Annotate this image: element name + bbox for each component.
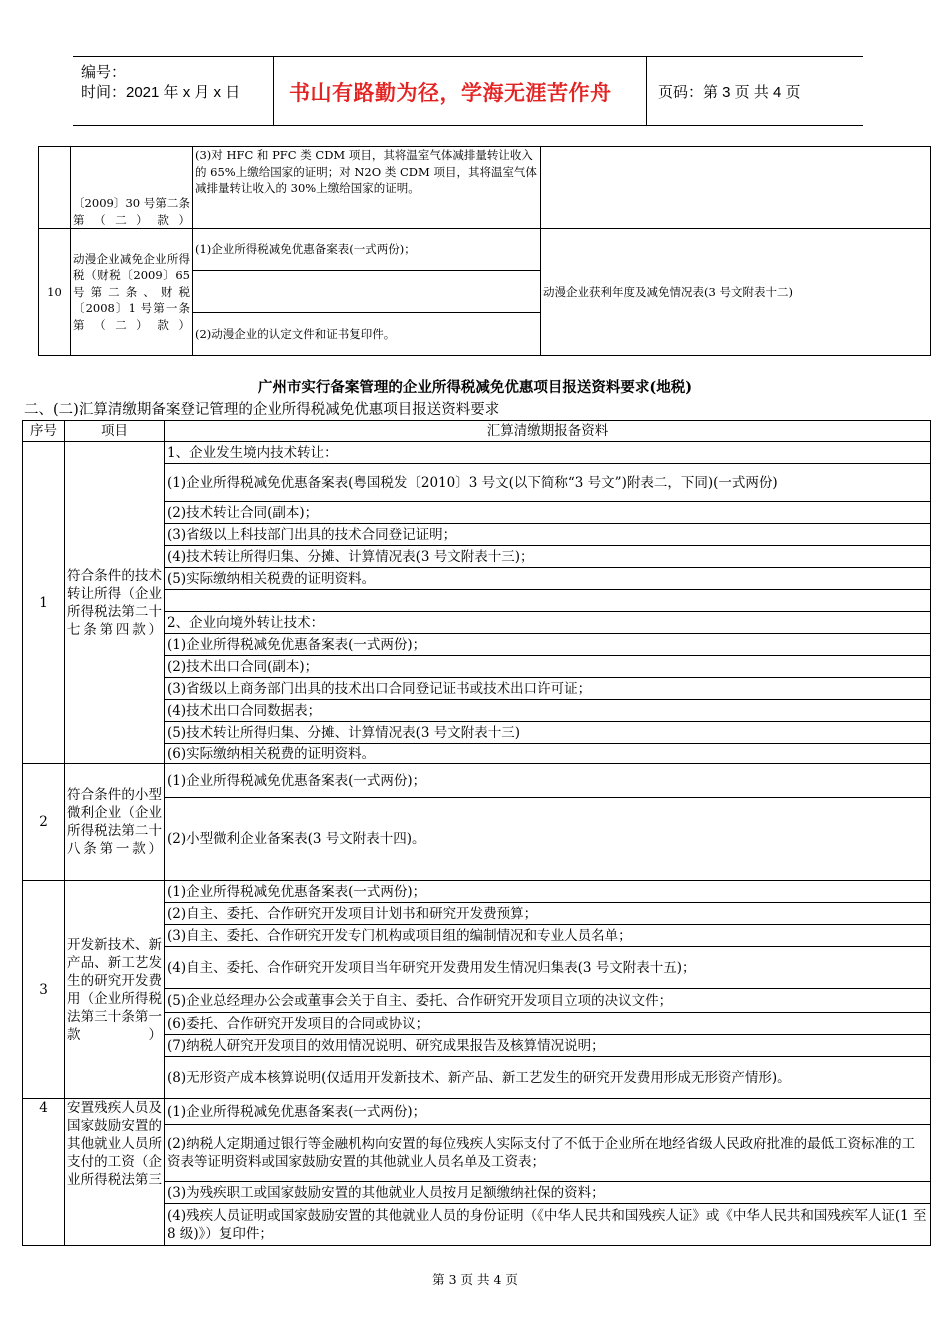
material-cell: (1)企业所得税减免优惠备案表(一式两份)； bbox=[193, 229, 541, 271]
page-footer: 第 3 页 共 4 页 bbox=[432, 1272, 518, 1287]
material-item: (3)省级以上科技部门出具的技术合同登记证明； bbox=[165, 524, 931, 546]
table-row bbox=[23, 881, 931, 903]
cell-empty bbox=[541, 147, 931, 229]
number-label: 编号： bbox=[81, 64, 127, 81]
requirements-table bbox=[22, 420, 931, 1246]
divider bbox=[273, 57, 274, 125]
motto: 书山有路勤为径，学海无涯苦作舟 bbox=[289, 81, 612, 105]
col-header-project: 项目 bbox=[65, 421, 165, 442]
row-number: 2 bbox=[23, 764, 65, 881]
section-title: 广州市实行备案管理的企业所得税减免优惠项目报送资料要求(地税) bbox=[257, 379, 693, 396]
table-row bbox=[23, 764, 931, 798]
page-header bbox=[73, 56, 863, 126]
material-item: (5)企业总经理办公会或董事会关于自主、委托、合作研究开发项目立项的决议文件； bbox=[165, 989, 931, 1013]
col-header-number: 序号 bbox=[23, 421, 65, 442]
material-item: (1)企业所得税减免优惠备案表(一式两份)； bbox=[165, 634, 931, 656]
material-item: (3)为残疾职工或国家鼓励安置的其他就业人员按月足额缴纳社保的资料； bbox=[165, 1182, 931, 1204]
project-cell: 开发新技术、新产品、新工艺发生的研究开发费用（企业所得税法第三十条第一款） bbox=[65, 881, 165, 1099]
material-item: (2)技术出口合同(副本)； bbox=[165, 656, 931, 678]
material-item: (7)纳税人研究开发项目的效用情况说明、研究成果报告及核算情况说明； bbox=[165, 1035, 931, 1057]
material-item: (6)委托、合作研究开发项目的合同或协议； bbox=[165, 1013, 931, 1035]
material-cell: (2)动漫企业的认定文件和证书复印件。 bbox=[193, 313, 541, 356]
section-subtitle: 二、(二)汇算清缴期备案登记管理的企业所得税减免优惠项目报送资料要求 bbox=[24, 402, 500, 418]
header-info bbox=[81, 63, 240, 103]
material-item: (1)企业所得税减免优惠备案表(一式两份)； bbox=[165, 764, 931, 798]
material-item: (2)自主、委托、合作研究开发项目计划书和研究开发费预算； bbox=[165, 903, 931, 925]
material-item: (5)技术转让所得归集、分摊、计算情况表(3 号文附表十三) bbox=[165, 722, 931, 744]
row-number: 4 bbox=[23, 1099, 65, 1246]
project-cell: 动漫企业减免企业所得税（财税〔2009〕65 号第二条、财税〔2008〕1 号第一条第（二）款） bbox=[71, 229, 193, 356]
material-item bbox=[165, 590, 931, 612]
material-item: (2)技术转让合同(副本)； bbox=[165, 502, 931, 524]
material-item: (2)小型微利企业备案表(3 号文附表十四)。 bbox=[165, 798, 931, 881]
divider bbox=[646, 57, 647, 125]
material-item: 2、企业向境外转让技术： bbox=[165, 612, 931, 634]
material-item: (6)实际缴纳相关税费的证明资料。 bbox=[165, 744, 931, 764]
material-cell: (3)对 HFC 和 PFC 类 CDM 项目，其将温室气体减排量转让收入的 65%上缴给国家的证明；对 N2O 类 CDM 项目，其将温室气体减排量转让收入的 30%上缴给国家的证明。 bbox=[193, 147, 541, 229]
row-number: 10 bbox=[39, 229, 71, 356]
cell-empty bbox=[39, 147, 71, 229]
material-item: (4)残疾人员证明或国家鼓励安置的其他就业人员的身份证明（《中华人民共和国残疾人证》或《中华人民共和国残疾军人证(1 至 8 级)》）复印件； bbox=[165, 1204, 931, 1246]
time-label: 时间：2021 年 x 月 x 日 bbox=[81, 84, 241, 101]
row-number: 1 bbox=[23, 442, 65, 764]
material-item: (4)技术出口合同数据表； bbox=[165, 700, 931, 722]
other-material-cell: 动漫企业获利年度及减免情况表(3 号文附表十二) bbox=[541, 229, 931, 356]
material-item: (1)企业所得税减免优惠备案表(一式两份)； bbox=[165, 1099, 931, 1125]
material-item: (3)自主、委托、合作研究开发专门机构或项目组的编制情况和专业人员名单； bbox=[165, 925, 931, 947]
material-item: (1)企业所得税减免优惠备案表(一式两份)； bbox=[165, 881, 931, 903]
table-row bbox=[39, 229, 931, 271]
project-cell: 〔2009〕30 号第二条第（二）款） bbox=[71, 147, 193, 229]
page-label: 页码：第 3 页 共 4 页 bbox=[658, 84, 801, 101]
material-item: (5)实际缴纳相关税费的证明资料。 bbox=[165, 568, 931, 590]
header-row bbox=[23, 421, 931, 442]
col-header-materials: 汇算清缴期报备资料 bbox=[165, 421, 931, 442]
material-item: (8)无形资产成本核算说明(仅适用开发新技术、新产品、新工艺发生的研究开发费用形成无形资产情形)。 bbox=[165, 1057, 931, 1099]
project-cell: 符合条件的小型微利企业（企业所得税法第二十八条第一款） bbox=[65, 764, 165, 881]
material-item: (3)省级以上商务部门出具的技术出口合同登记证书或技术出口许可证； bbox=[165, 678, 931, 700]
continued-table bbox=[38, 146, 931, 356]
material-item: (2)纳税人定期通过银行等金融机构向安置的每位残疾人实际支付了不低于企业所在地经省级人民政府批准的最低工资标准的工资表等证明资料或国家鼓励安置的其他就业人员名单及工资表； bbox=[165, 1125, 931, 1182]
table-row bbox=[23, 442, 931, 464]
material-item: 1、企业发生境内技术转让： bbox=[165, 442, 931, 464]
material-item: (1)企业所得税减免优惠备案表(粤国税发〔2010〕3 号文(以下简称“3 号文”)附表二，下同)(一式两份) bbox=[165, 464, 931, 502]
project-cell: 安置残疾人员及国家鼓励安置的其他就业人员所支付的工资（企业所得税法第三 bbox=[65, 1099, 165, 1246]
table-row bbox=[39, 147, 931, 229]
row-number: 3 bbox=[23, 881, 65, 1099]
project-cell: 符合条件的技术转让所得（企业所得税法第二十七条第四款） bbox=[65, 442, 165, 764]
material-item: (4)技术转让所得归集、分摊、计算情况表(3 号文附表十三)； bbox=[165, 546, 931, 568]
material-item: (4)自主、委托、合作研究开发项目当年研究开发费用发生情况归集表(3 号文附表十五)； bbox=[165, 947, 931, 989]
table-row bbox=[23, 1099, 931, 1125]
cell-empty bbox=[193, 271, 541, 313]
